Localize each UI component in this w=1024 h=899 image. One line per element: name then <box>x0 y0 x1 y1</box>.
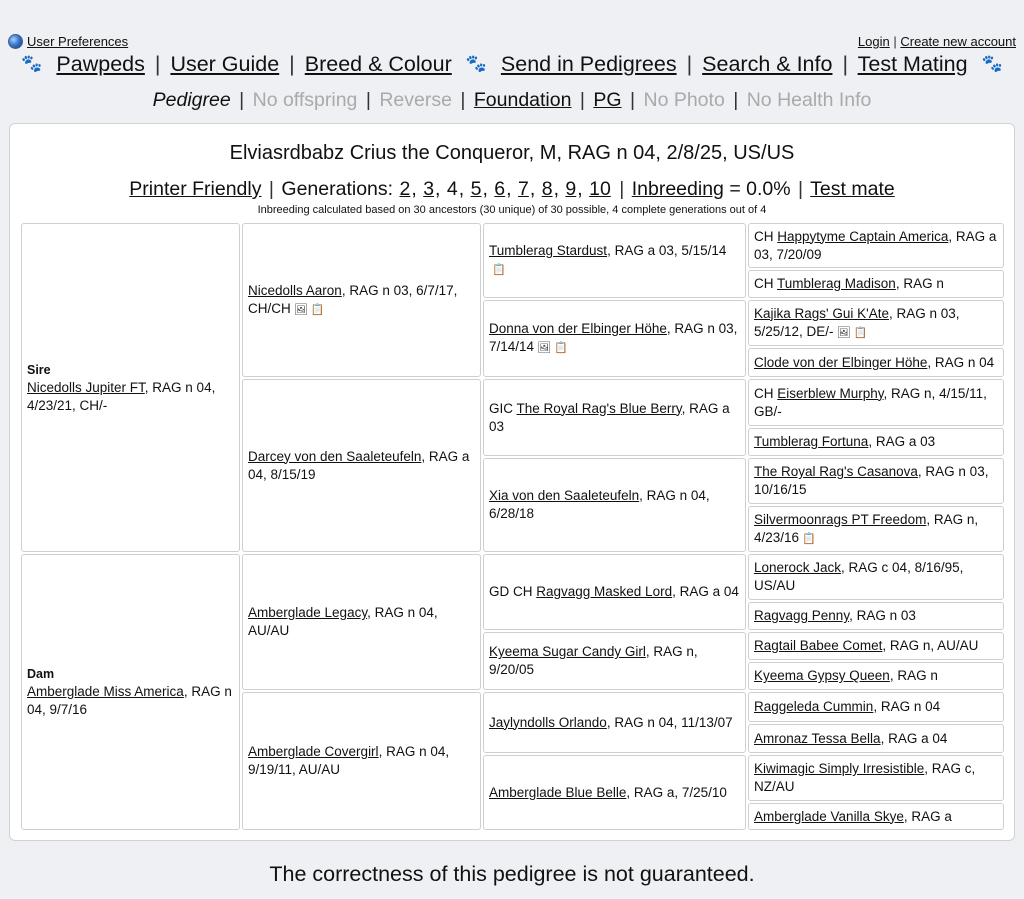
generation-7-link[interactable]: 7 <box>518 178 529 200</box>
cat-info: , RAG a 03 <box>868 434 936 449</box>
cat-info: , RAG n 03, 5/25/12, DE/- <box>754 305 960 339</box>
disclaimer: The correctness of this pedigree is not guaranteed. <box>269 862 755 886</box>
nav-no-health-info: No Health Info <box>746 89 872 111</box>
cat-entry <box>754 730 998 748</box>
cat-name-link[interactable]: Nicedolls Aaron <box>248 282 342 298</box>
separator: | <box>798 178 804 200</box>
cat-info: , RAG n 04, 6/28/18 <box>489 488 710 521</box>
health-record-icon[interactable]: 📋 <box>853 326 868 339</box>
nav-test-mating[interactable]: Test Mating <box>857 52 968 76</box>
pedigree-cell-tumblerag-madison <box>748 270 1004 298</box>
cat-entry <box>754 385 998 421</box>
cat-entry <box>754 275 998 293</box>
generations-label: Generations: <box>281 178 394 200</box>
paw-icon: 🐾 <box>21 54 43 73</box>
cat-info: , RAG a, 7/25/10 <box>626 784 727 800</box>
generation-9-link[interactable]: 9 <box>565 178 577 200</box>
cat-entry <box>754 607 998 625</box>
cat-info: , RAG n 03 <box>849 608 916 623</box>
separator: | <box>460 89 466 111</box>
pedigree-nav <box>0 89 1024 112</box>
cat-entry <box>489 400 740 436</box>
cat-entry <box>489 487 740 523</box>
pedigree-cell-eiserblew-murphy <box>748 379 1004 426</box>
paw-icon: 🐾 <box>981 54 1003 73</box>
pedigree-cell-ragvagg-masked-lord <box>483 554 746 630</box>
cat-title: GD CH <box>489 584 537 599</box>
nav-reverse: Reverse <box>379 89 452 111</box>
cat-entry <box>754 559 998 595</box>
cat-info: , RAG n 04 <box>927 354 995 370</box>
pedigree-cell-clode-von-der-elbinger-h-he <box>748 348 1004 377</box>
generation-4-current: 4 <box>446 178 458 200</box>
cat-title: CH <box>754 228 778 244</box>
cat-entry <box>27 379 234 415</box>
cat-info: , RAG n 04, AU/AU <box>248 605 438 638</box>
separator: | <box>619 178 625 200</box>
cat-entry <box>754 511 998 548</box>
cat-name-link[interactable]: Kyeema Gypsy Queen <box>754 668 890 683</box>
cat-info: , RAG c 04, 8/16/95, US/AU <box>754 560 964 593</box>
cat-name-link[interactable]: The Royal Rag's Casanova <box>754 464 918 479</box>
top-bar <box>8 34 1016 52</box>
cat-info: , RAG a 03, 7/20/09 <box>754 228 997 262</box>
cat-name-link[interactable]: Amberglade Blue Belle <box>489 784 627 800</box>
sire-label: Sire <box>27 362 51 377</box>
cat-entry <box>489 643 740 679</box>
cat-info: , RAG n, 9/20/05 <box>489 644 698 677</box>
generation-5-link[interactable]: 5 <box>470 178 482 200</box>
generation-10-link[interactable]: 10 <box>589 178 611 200</box>
cat-info: , RAG n 04, 9/19/11, AU/AU <box>248 744 450 777</box>
nav-pg[interactable]: PG <box>593 89 622 111</box>
inbreeding-value: = 0.0% <box>729 178 791 200</box>
nav-search-info[interactable]: Search & Info <box>702 52 833 76</box>
cat-name-link[interactable]: Ragvagg Penny <box>754 608 850 623</box>
cat-name-link[interactable]: Amberglade Miss America <box>27 684 184 699</box>
pedigree-cell-ragvagg-penny <box>748 602 1004 630</box>
photo-icon[interactable]: 🖼 <box>293 303 308 316</box>
account-links <box>858 34 1016 49</box>
pedigree-cell-silvermoonrags-pt-freedom <box>748 506 1004 552</box>
generation-8-link[interactable]: 8 <box>541 178 553 200</box>
pedigree-cell-amberglade-blue-belle <box>483 755 746 830</box>
cat-name-link[interactable]: Amberglade Covergirl <box>248 744 379 759</box>
pedigree-cell-happytyme-captain-america <box>748 223 1004 268</box>
nav-foundation[interactable]: Foundation <box>473 89 572 111</box>
cat-entry <box>754 305 998 342</box>
health-record-icon[interactable]: 📋 <box>310 303 325 316</box>
pedigree-cell-the-royal-rag-s-casanova <box>748 458 1004 504</box>
cat-name-link[interactable]: Nicedolls Jupiter FT <box>27 379 145 395</box>
cat-name-link[interactable]: Xia von den Saaleteufeln <box>489 488 640 503</box>
separator: | <box>268 178 274 200</box>
pedigree-cell-darcey-von-den-saaleteufeln <box>242 379 481 552</box>
pedigree-cell-xia-von-den-saaleteufeln <box>483 458 746 552</box>
pedigree-panel <box>9 123 1015 841</box>
cat-info: , RAG n <box>895 276 944 291</box>
pedigree-cell-nicedolls-jupiter-ft <box>21 223 240 552</box>
health-record-icon[interactable]: 📋 <box>554 342 568 354</box>
cat-name-link[interactable]: Tumblerag Stardust <box>489 243 608 258</box>
cat-info: , RAG a 04 <box>672 584 739 599</box>
cat-entry <box>489 784 740 802</box>
nav-send-pedigrees[interactable]: Send in Pedigrees <box>500 52 677 76</box>
pedigree-cell-tumblerag-stardust <box>483 223 746 298</box>
cat-info: , RAG n 04 <box>873 699 941 714</box>
cat-entry <box>754 667 998 685</box>
photo-icon[interactable]: 🖼 <box>537 342 552 354</box>
pedigree-cell-kiwimagic-simply-irresistible <box>748 755 1004 801</box>
globe-icon <box>8 34 23 49</box>
nav-user-guide[interactable]: User Guide <box>170 52 280 76</box>
health-record-icon[interactable]: 📋 <box>492 264 506 276</box>
pedigree-cell-lonerock-jack <box>748 554 1004 600</box>
pedigree-cell-amberglade-vanilla-skye <box>748 803 1004 830</box>
cat-name-link[interactable]: Darcey von den Saaleteufeln <box>248 448 422 464</box>
cat-name-link[interactable]: Donna von der Elbinger Höhe <box>489 321 667 336</box>
pedigree-cell-the-royal-rag-s-blue-berry <box>483 379 746 456</box>
test-mate-link[interactable]: Test mate <box>810 178 895 200</box>
pedigree-cell-tumblerag-fortuna <box>748 428 1004 456</box>
separator: | <box>365 89 371 111</box>
health-record-icon[interactable]: 📋 <box>802 532 816 545</box>
cat-info: , RAG n <box>889 668 938 683</box>
cat-entry <box>489 242 740 279</box>
nav-breed-colour[interactable]: Breed & Colour <box>304 52 452 76</box>
pedigree-cell-jaylyndolls-orlando <box>483 692 746 753</box>
user-preferences[interactable] <box>8 34 128 49</box>
separator: | <box>893 34 897 49</box>
cat-name-link[interactable]: Ragtail Babee Comet <box>754 638 883 653</box>
generation-3-link[interactable]: 3 <box>423 178 435 200</box>
printer-friendly-link[interactable]: Printer Friendly <box>129 178 262 200</box>
cat-info: , RAG n, 4/15/11, GB/- <box>754 385 987 419</box>
cat-entry <box>754 228 998 264</box>
cat-title: GIC <box>489 400 517 416</box>
pedigree-cell-raggeleda-cummin <box>748 692 1004 722</box>
cat-entry <box>754 433 998 451</box>
cat-name-link[interactable]: Amronaz Tessa Bella <box>754 730 881 746</box>
nav-no-offspring: No offspring <box>252 89 358 111</box>
cat-title: CH <box>754 385 778 401</box>
separator: | <box>629 89 636 111</box>
cat-info: , RAG n, AU/AU <box>882 638 979 653</box>
cat-info: , RAG n 04, 9/7/16 <box>27 684 232 717</box>
pedigree-cell-amberglade-legacy <box>242 554 481 690</box>
generation-6-link[interactable]: 6 <box>494 178 506 200</box>
page-title: Elviasrdbabz Crius the Conqueror, M, RAG n 04, 2/8/25, US/US <box>229 142 795 164</box>
cat-name-link[interactable]: Lonerock Jack <box>754 560 842 575</box>
dam-label: Dam <box>27 667 55 681</box>
separator: | <box>733 89 739 111</box>
cat-info: , RAG n 03, 10/16/15 <box>754 464 989 497</box>
cat-entry <box>754 354 998 372</box>
cat-entry <box>489 320 740 357</box>
paw-icon: 🐾 <box>465 54 487 73</box>
cat-info: , RAG a <box>903 808 952 824</box>
cat-name-link[interactable]: Kyeema Sugar Candy Girl <box>489 644 646 659</box>
photo-icon[interactable]: 🖼 <box>836 326 851 339</box>
cat-info: , RAG a 04 <box>880 730 948 746</box>
pedigree-cell-amronaz-tessa-bella <box>748 724 1004 753</box>
cat-entry <box>754 637 998 655</box>
cat-info: , RAG a 03 <box>489 400 730 434</box>
main-nav <box>0 52 1024 77</box>
cat-title: CH <box>754 276 778 291</box>
cat-entry <box>248 604 475 640</box>
cat-name-link[interactable]: Amberglade Vanilla Skye <box>754 808 904 824</box>
cat-info: , RAG a 04, 8/15/19 <box>248 448 470 482</box>
nav-pawpeds[interactable]: Pawpeds <box>56 52 145 76</box>
nav-pedigree-current: Pedigree <box>152 89 231 111</box>
pedigree-cell-ragtail-babee-comet <box>748 632 1004 660</box>
nav-no-photo: No Photo <box>643 89 725 111</box>
pedigree-cell-kajika-rags-gui-k-ate <box>748 300 1004 346</box>
cat-name-link[interactable]: Tumblerag Fortuna <box>754 434 869 449</box>
cat-name-link[interactable]: Jaylyndolls Orlando <box>489 714 607 730</box>
inbreeding-link[interactable]: Inbreeding <box>631 178 724 200</box>
cat-entry <box>754 760 998 796</box>
cat-entry <box>489 714 740 732</box>
cat-name-link[interactable]: Silvermoonrags PT Freedom <box>754 511 927 527</box>
pedigree-cell-nicedolls-aaron <box>242 223 481 377</box>
cat-entry <box>754 808 998 826</box>
separator: | <box>239 89 245 111</box>
separator: | <box>289 52 295 76</box>
separator: | <box>842 52 849 76</box>
pedigree-cell-kyeema-gypsy-queen <box>748 662 1004 690</box>
cat-name-link[interactable]: Raggeleda Cummin <box>754 699 874 714</box>
pedigree-cell-amberglade-miss-america <box>21 554 240 830</box>
inbreeding-note: Inbreeding calculated based on 30 ancestors (30 unique) of 30 possible, 4 complete generations out of 4 <box>257 204 767 216</box>
cat-info: , RAG n 04, 11/13/07 <box>606 714 733 730</box>
cat-entry <box>754 463 998 499</box>
pedigree-cell-donna-von-der-elbinger-h-he <box>483 300 746 377</box>
cat-info: , RAG c, NZ/AU <box>754 761 976 794</box>
cat-name-link[interactable]: Clode von der Elbinger Höhe <box>754 354 928 370</box>
cat-info: , RAG n 04, 4/23/21, CH/- <box>27 379 216 413</box>
cat-entry <box>248 282 475 319</box>
cat-entry <box>489 583 740 601</box>
generations-bar <box>10 178 1014 201</box>
cat-name-link[interactable]: Kajika Rags' Gui K'Ate <box>754 305 889 321</box>
separator: | <box>154 52 161 76</box>
cat-info: , RAG n 03, 6/7/17, CH/CH <box>248 282 458 316</box>
cat-info: , RAG a 03, 5/15/14 <box>607 243 727 258</box>
cat-info: , RAG n 03, 7/14/14 <box>489 321 738 354</box>
cat-entry <box>27 683 234 719</box>
cat-name-link[interactable]: The Royal Rag's Blue Berry <box>516 400 682 416</box>
create-account-link[interactable]: Create new account <box>900 34 1016 49</box>
cat-name-link[interactable]: Tumblerag Madison <box>777 276 896 291</box>
cat-entry <box>248 743 475 779</box>
pedigree-cell-amberglade-covergirl <box>242 692 481 830</box>
cat-name-link[interactable]: Kiwimagic Simply Irresistible <box>754 761 925 776</box>
separator: | <box>579 89 585 111</box>
generation-links: 2, 3, 4, 5, 6, 7, 8, 9, 10 <box>399 178 611 200</box>
cat-info: , RAG n, 4/23/16 <box>754 511 979 545</box>
login-link[interactable]: Login <box>857 34 890 49</box>
generation-2-link[interactable]: 2 <box>399 178 411 200</box>
separator: | <box>686 52 693 76</box>
cat-entry <box>754 698 998 716</box>
user-preferences-link[interactable]: User Preferences <box>27 34 129 49</box>
cat-name-link[interactable]: Eiserblew Murphy <box>777 385 884 401</box>
cat-entry <box>248 448 475 484</box>
pedigree-cell-kyeema-sugar-candy-girl <box>483 632 746 690</box>
cat-name-link[interactable]: Ragvagg Masked Lord <box>536 584 673 599</box>
cat-name-link[interactable]: Amberglade Legacy <box>248 605 368 620</box>
cat-name-link[interactable]: Happytyme Captain America <box>777 228 949 244</box>
